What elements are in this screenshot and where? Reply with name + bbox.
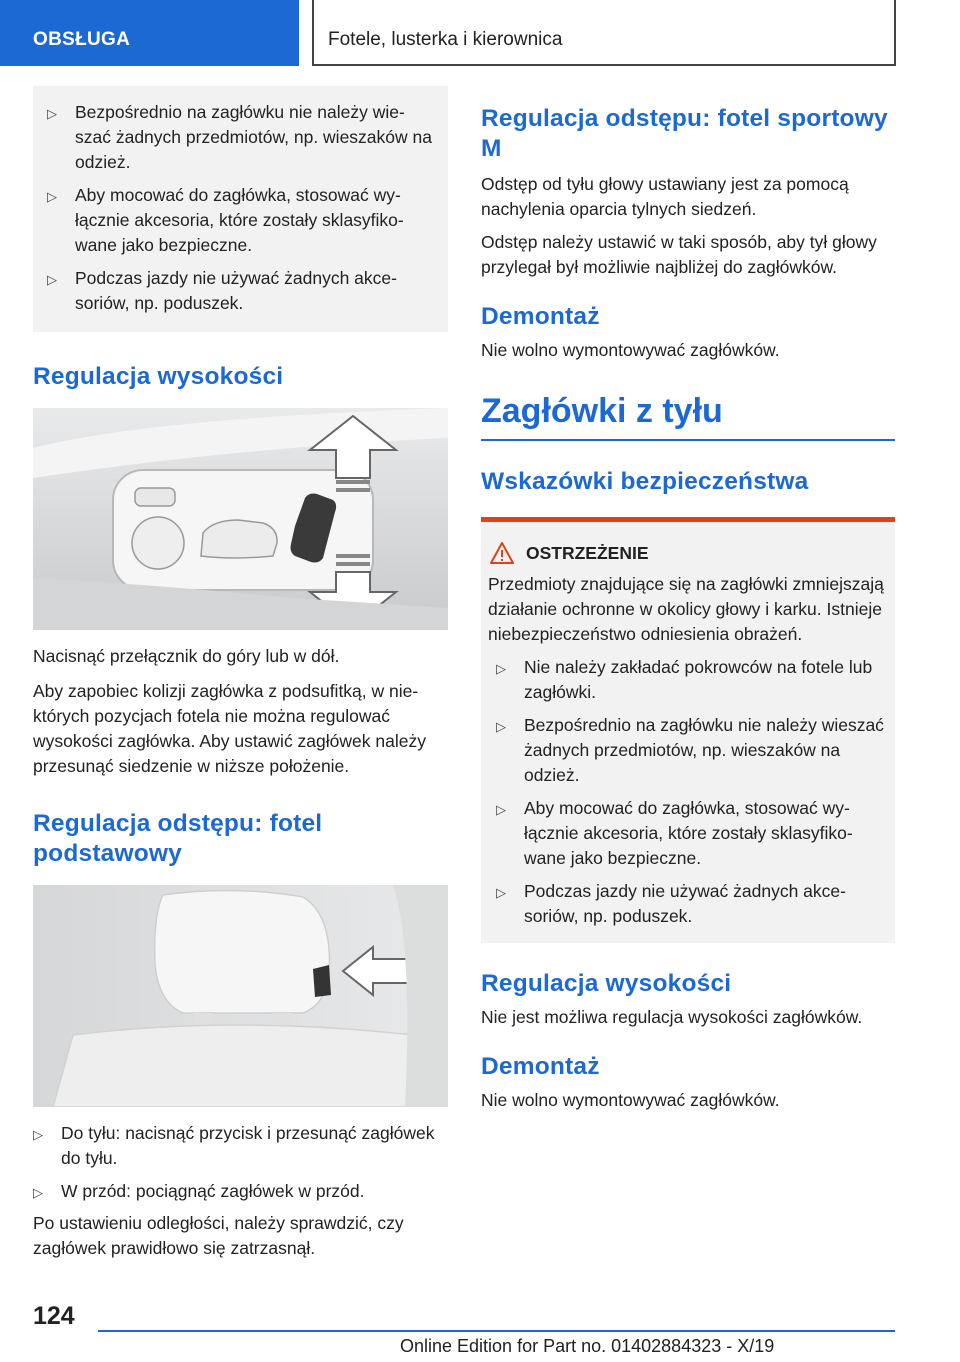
triangle-bullet-icon: ▷ (47, 106, 57, 121)
footer-divider (98, 1330, 895, 1332)
warning-text: Przedmioty znajdujące się na zagłówki zmniejszają działanie ochronne w okolicy głowy i karku. Istnieje niebezpieczeństwo odniesienia obrażeń. (488, 574, 884, 644)
safety-heading: Wskazówki bezpieczeństwa (481, 468, 809, 495)
list-item: ▷ Aby mocować do zagłówka, stosować wyłącznie akcesoria, które zostały sklasyfikowane jako bezpieczne. (47, 183, 434, 258)
distance-heading: Regulacja odstępu: fotel podstawowy (33, 810, 323, 867)
distance-steps (33, 1121, 448, 1205)
rear-headrests-title: Zagłówki z tyłu (481, 391, 895, 441)
chapter-tab: Fotele, lusterka i kierownica (312, 0, 896, 66)
removal-heading: Demontaż (481, 303, 600, 330)
sport-text-2: Odstęp należy ustawić w taki sposób, aby tył głowy przylegał był możliwie najbliżej do zagłówków. (481, 232, 877, 277)
list-item: ▷ Bezpośrednio na zagłówku nie należy wieszać żadnych przedmiotów, np. wieszaków na odzież. (496, 713, 888, 788)
triangle-bullet-icon: ▷ (496, 661, 506, 676)
edition-note: Online Edition for Part no. 01402884323 - X/19 (400, 1336, 775, 1356)
triangle-bullet-icon: ▷ (496, 719, 506, 734)
list-item: ▷ Podczas jazdy nie używać żadnych akcesoriów, np. poduszek. (47, 266, 434, 316)
distance-note: Po ustawieniu odległości, należy sprawdzić, czy zagłówek prawidłowo się zatrzasnął. (33, 1213, 404, 1258)
triangle-bullet-icon: ▷ (47, 272, 57, 287)
warning-title: OSTRZEŻENIE (488, 542, 888, 564)
triangle-bullet-icon: ▷ (496, 802, 506, 817)
warning-box (481, 517, 895, 943)
notes-box (33, 86, 448, 332)
height-instruction: Nacisnąć przełącznik do góry lub w dół. (33, 646, 340, 666)
list-item: ▷ Aby mocować do zagłówka, stosować wyłącznie akcesoria, które zostały sklasyfikowane jako bezpieczne. (496, 796, 888, 871)
triangle-bullet-icon: ▷ (33, 1127, 43, 1142)
rear-removal-heading: Demontaż (481, 1053, 600, 1080)
list-item: ▷ Bezpośrednio na zagłówku nie należy wieszać żadnych przedmiotów, np. wieszaków na odzież. (47, 100, 434, 175)
rear-removal-text: Nie wolno wymontowywać zagłówków. (481, 1090, 780, 1110)
list-item: ▷ Nie należy zakładać pokrowców na fotele lub zagłówki. (496, 655, 888, 705)
removal-text: Nie wolno wymontowywać zagłówków. (481, 340, 780, 360)
list-item: ▷ W przód: pociągnąć zagłówek w przód. (33, 1179, 448, 1205)
headrest-image (33, 885, 448, 1107)
warning-triangle-icon (490, 542, 514, 564)
section-tab: OBSŁUGA (0, 0, 299, 66)
page-header (0, 0, 960, 66)
right-column (481, 104, 895, 1113)
rear-height-heading: Regulacja wysokości (481, 970, 732, 997)
height-heading: Regulacja wysokości (33, 363, 284, 390)
page-number: 124 (33, 1302, 75, 1330)
warning-list (488, 655, 888, 929)
list-item: ▷ Podczas jazdy nie używać żadnych akcesoriów, np. poduszek. (496, 879, 888, 929)
triangle-bullet-icon: ▷ (33, 1185, 43, 1200)
triangle-bullet-icon: ▷ (496, 885, 506, 900)
height-note: Aby zapobiec kolizji zagłówka z podsufitką, w niektórych pozycjach fotela nie można regulować wysokości zagłówka. Aby ustawić zagłówek należy przesunąć siedzenie w niższe położenie. (33, 681, 426, 776)
triangle-bullet-icon: ▷ (47, 189, 57, 204)
rear-height-text: Nie jest możliwa regulacja wysokości zagłówków. (481, 1007, 863, 1027)
sport-text-1: Odstęp od tyłu głowy ustawiany jest za pomocą nachylenia oparcia tylnych siedzeń. (481, 174, 849, 219)
seat-switch-image (33, 408, 448, 630)
list-item: ▷ Do tyłu: nacisnąć przycisk i przesunąć zagłówek do tyłu. (33, 1121, 448, 1171)
left-column (33, 86, 448, 1261)
sport-heading: Regulacja odstępu: fotel sportowy M (481, 105, 888, 162)
